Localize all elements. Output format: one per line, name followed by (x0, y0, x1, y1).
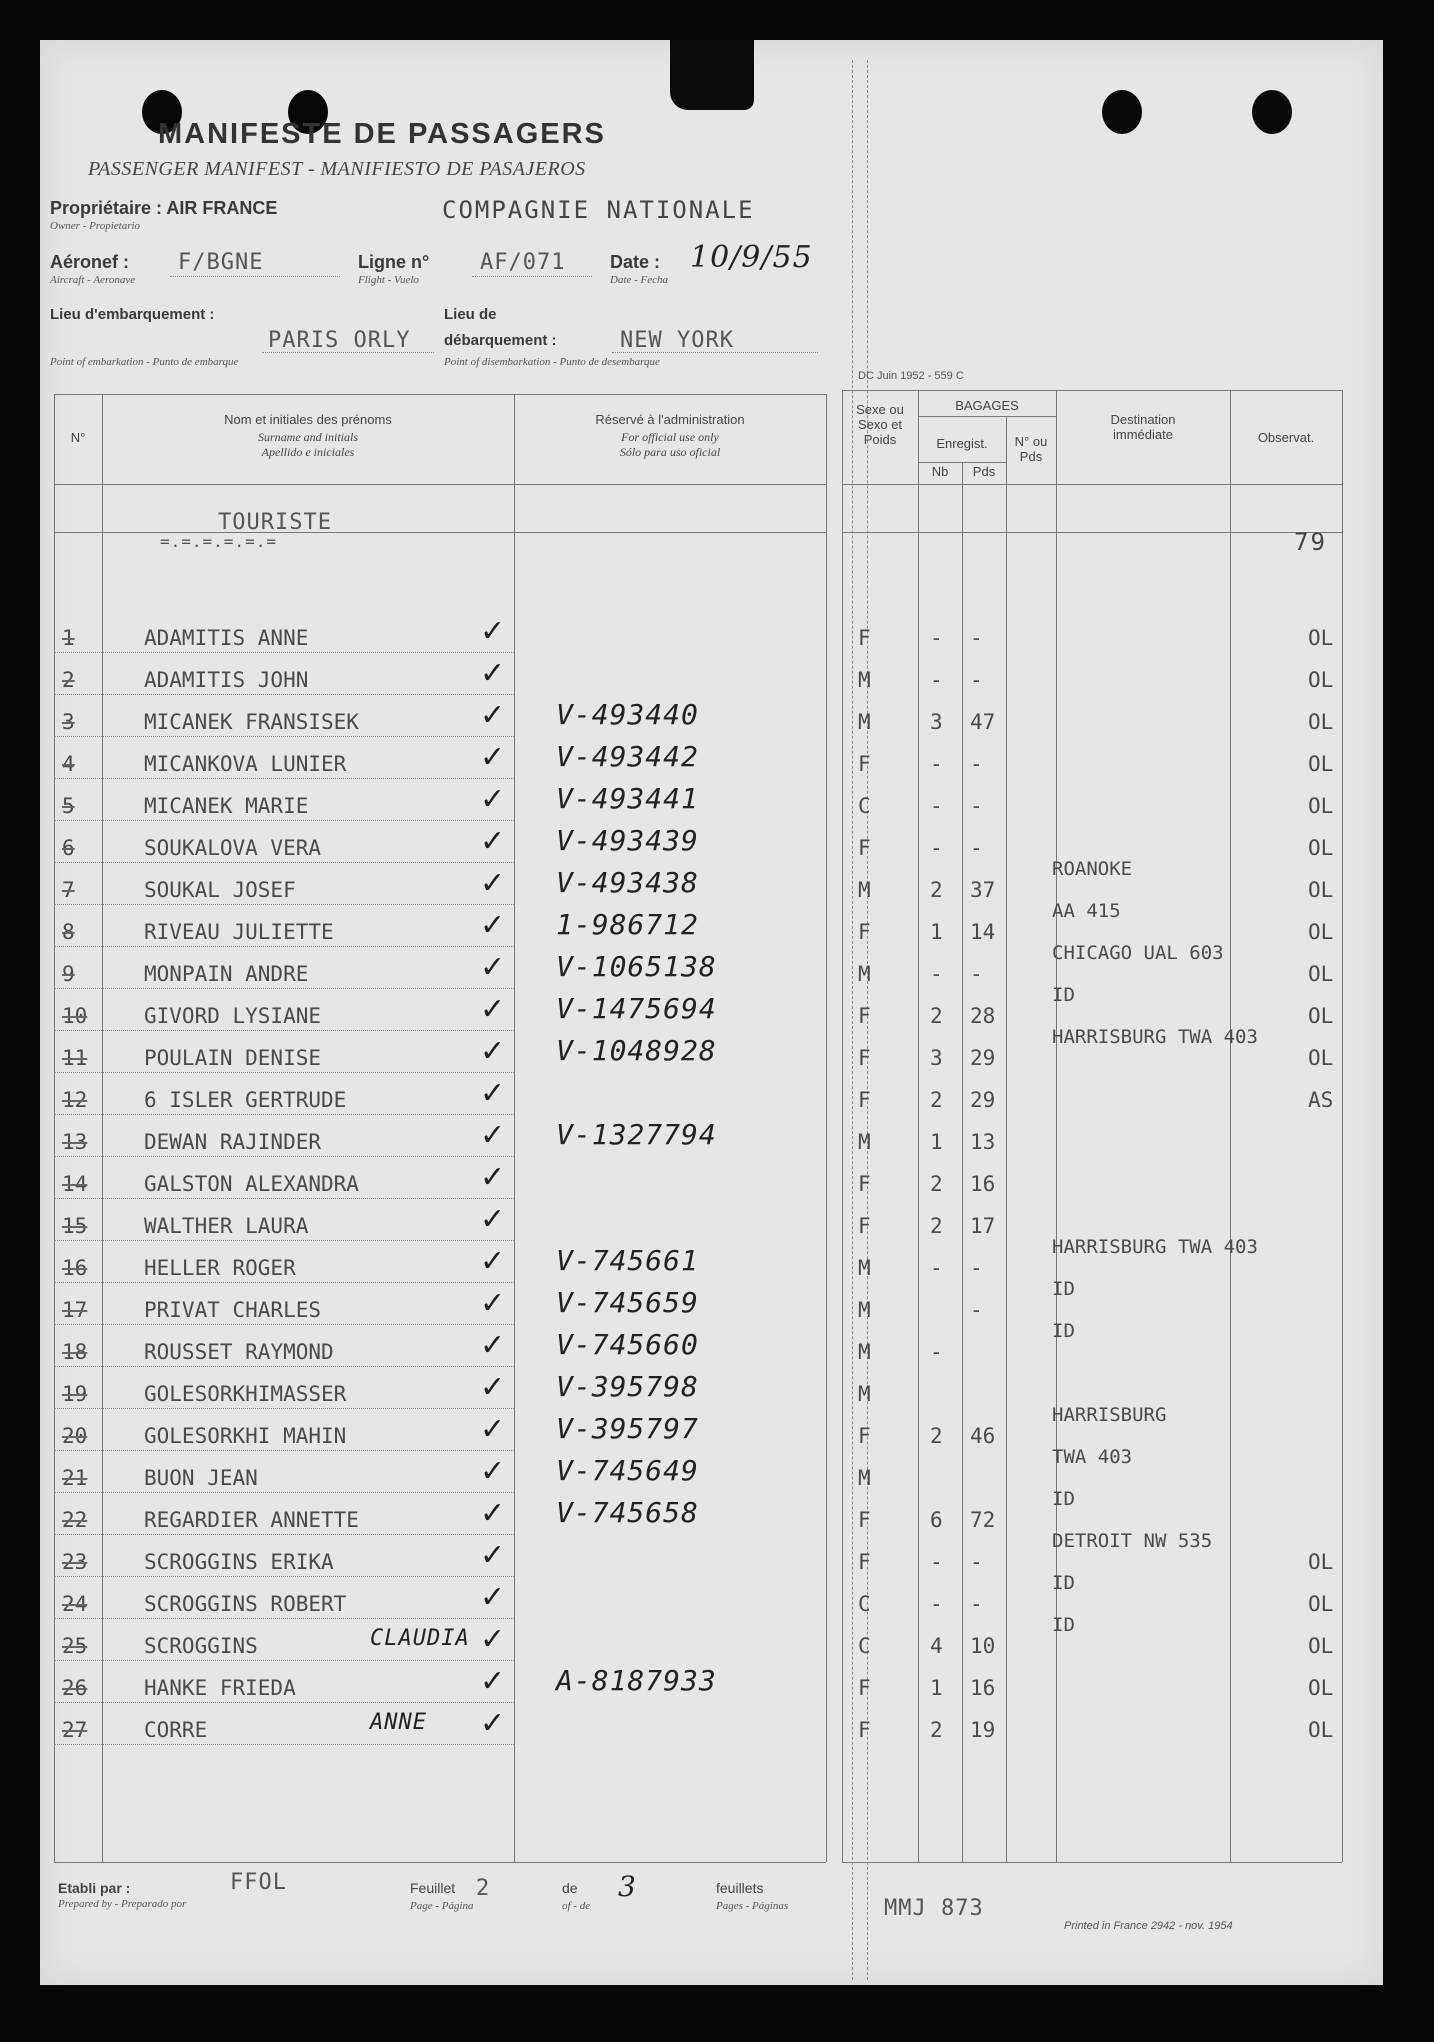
section-underline: =.=.=.=.=.= (160, 532, 277, 551)
checkmark-icon: ✓ (480, 1286, 506, 1321)
col-baggage: BAGAGES (955, 398, 1019, 413)
sex-code: F (858, 1172, 871, 1196)
row-number: 22 (62, 1508, 88, 1532)
col-name: Nom et initiales des prénoms (224, 412, 392, 427)
baggage-weight: 14 (970, 920, 996, 944)
row-number: 1 (62, 626, 75, 650)
checkmark-icon: ✓ (480, 866, 506, 901)
sex-code: F (858, 1676, 871, 1700)
visa-number: V-745649 (556, 1454, 699, 1487)
destination: TWA 403 (1052, 1446, 1133, 1468)
checkmark-icon: ✓ (480, 614, 506, 649)
passenger-name: PRIVAT CHARLES (144, 1298, 322, 1322)
sex-code: M (858, 668, 871, 692)
date-value: 10/9/55 (690, 240, 813, 275)
passenger-name: GOLESORKHIMASSER (144, 1382, 347, 1406)
baggage-count: 2 (930, 1088, 943, 1112)
baggage-weight: - (970, 668, 983, 692)
passenger-name: ROUSSET RAYMOND (144, 1340, 334, 1364)
sex-code: F (858, 752, 871, 776)
destination: ID (1052, 1278, 1075, 1300)
passenger-name: DEWAN RAJINDER (144, 1130, 322, 1154)
baggage-weight: 19 (970, 1718, 996, 1742)
visa-number: V-493441 (556, 782, 699, 815)
col-admin-sub1: For official use only (621, 430, 719, 444)
baggage-count: - (930, 836, 943, 860)
passenger-name: MICANKOVA LUNIER (144, 752, 347, 776)
checkmark-icon: ✓ (480, 1664, 506, 1699)
row-line (54, 1324, 514, 1325)
row-line (54, 820, 514, 821)
line-sub: Flight - Vuelo (358, 274, 419, 286)
destination: ID (1052, 1488, 1075, 1510)
row-line (54, 736, 514, 737)
passenger-name: HELLER ROGER (144, 1256, 296, 1280)
visa-number: V-395798 (556, 1370, 699, 1403)
row-number: 27 (62, 1718, 88, 1742)
owner-sub: Owner - Propietario (50, 220, 141, 232)
sex-code: F (858, 626, 871, 650)
row-line (54, 1114, 514, 1115)
row-number: 26 (62, 1676, 88, 1700)
baggage-count: 1 (930, 1130, 943, 1154)
prepared-sub: Prepared by - Preparado por (58, 1898, 187, 1910)
row-number: 16 (62, 1256, 88, 1280)
baggage-weight: 37 (970, 878, 996, 902)
col-admin: Réservé à l'administration (595, 412, 745, 427)
baggage-weight: 46 (970, 1424, 996, 1448)
row-number: 15 (62, 1214, 88, 1238)
observation: OL (1308, 1004, 1334, 1028)
checkmark-icon: ✓ (480, 1076, 506, 1111)
prepared-value: FFOL (230, 1870, 287, 1895)
observation: AS (1308, 1088, 1334, 1112)
line-value: AF/071 (480, 250, 566, 275)
row-number: 17 (62, 1298, 88, 1322)
baggage-count: - (930, 626, 943, 650)
checkmark-icon: ✓ (480, 1034, 506, 1069)
aircraft-value: F/BGNE (178, 250, 264, 275)
passenger-name: GIVORD LYSIANE (144, 1004, 322, 1028)
baggage-count: 2 (930, 1424, 943, 1448)
visa-number: V-493438 (556, 866, 699, 899)
passenger-name: SOUKALOVA VERA (144, 836, 322, 860)
row-number: 24 (62, 1592, 88, 1616)
destination: ID (1052, 1572, 1075, 1594)
sex-code: M (858, 1340, 871, 1364)
checkmark-icon: ✓ (480, 1118, 506, 1153)
baggage-count: - (930, 1592, 943, 1616)
passenger-name: ADAMITIS ANNE (144, 626, 309, 650)
checkmark-icon: ✓ (480, 1412, 506, 1447)
row-line (54, 652, 514, 653)
visa-number: V-1475694 (556, 992, 717, 1025)
row-line (54, 1156, 514, 1157)
embark-label: Lieu d'embarquement : (50, 306, 215, 323)
sex-code: F (858, 1424, 871, 1448)
baggage-count: - (930, 962, 943, 986)
baggage-count: - (930, 1256, 943, 1280)
row-line (54, 1240, 514, 1241)
sex-code: M (858, 1256, 871, 1280)
of-sub: of - de (562, 1900, 591, 1912)
row-number: 11 (62, 1046, 88, 1070)
observation: OL (1308, 1676, 1334, 1700)
row-number: 21 (62, 1466, 88, 1490)
baggage-count: 2 (930, 878, 943, 902)
baggage-weight: - (970, 1592, 983, 1616)
baggage-weight: 10 (970, 1634, 996, 1658)
row-line (54, 1030, 514, 1031)
baggage-count: 2 (930, 1718, 943, 1742)
row-line (54, 1198, 514, 1199)
baggage-weight: - (970, 962, 983, 986)
baggage-weight: - (970, 626, 983, 650)
baggage-weight: - (970, 836, 983, 860)
visa-number: V-1048928 (556, 1034, 717, 1067)
baggage-count: 1 (930, 920, 943, 944)
checkmark-icon: ✓ (480, 782, 506, 817)
row-line (54, 904, 514, 905)
sex-code: C (858, 794, 871, 818)
aircraft-label: Aéronef : (50, 252, 130, 272)
sheet-label: Feuillet (410, 1880, 456, 1896)
baggage-weight: 16 (970, 1172, 996, 1196)
checkmark-icon: ✓ (480, 1370, 506, 1405)
row-number: 8 (62, 920, 75, 944)
visa-number: V-1327794 (556, 1118, 717, 1151)
sex-code: F (858, 920, 871, 944)
destination: ID (1052, 1320, 1075, 1342)
sex-code: F (858, 1004, 871, 1028)
destination: CHICAGO UAL 603 (1052, 942, 1224, 964)
sex-code: F (858, 1046, 871, 1070)
visa-number: V-745661 (556, 1244, 699, 1277)
visa-number: V-1065138 (556, 950, 717, 983)
passenger-name: ADAMITIS JOHN (144, 668, 309, 692)
sheet-sub: Page - Página (410, 1900, 474, 1912)
baggage-weight: - (970, 752, 983, 776)
baggage-count: 3 (930, 1046, 943, 1070)
row-number: 19 (62, 1382, 88, 1406)
observation: OL (1308, 920, 1334, 944)
baggage-count: 2 (930, 1172, 943, 1196)
embark-value: PARIS ORLY (268, 328, 411, 353)
col-observ: Observat. (1257, 430, 1315, 445)
col-registered: Enregist. (936, 436, 988, 451)
baggage-weight: 29 (970, 1046, 996, 1070)
row-line (54, 862, 514, 863)
passenger-name-handwritten: ANNE (370, 1710, 427, 1735)
baggage-count: 6 (930, 1508, 943, 1532)
row-line (54, 1408, 514, 1409)
visa-number: A-8187933 (556, 1664, 717, 1697)
sex-code: F (858, 836, 871, 860)
observation: OL (1308, 878, 1334, 902)
passenger-name: MONPAIN ANDRE (144, 962, 309, 986)
sex-code: M (858, 1382, 871, 1406)
row-line (54, 1744, 514, 1745)
sex-code: M (858, 1298, 871, 1322)
sheets-label: feuillets (716, 1880, 764, 1896)
pages-sub: Pages - Páginas (716, 1900, 789, 1912)
sex-code: M (858, 1466, 871, 1490)
col-sex: Sexe ou Sexo et Poids (856, 402, 904, 447)
baggage-weight: 17 (970, 1214, 996, 1238)
row-number: 6 (62, 836, 75, 860)
baggage-count: 3 (930, 710, 943, 734)
col-destination: Destination immédiate (1110, 412, 1176, 442)
of-value: 3 (618, 1870, 637, 1903)
manifest-sheet (40, 40, 1383, 1985)
passenger-name-handwritten: CLAUDIA (370, 1626, 470, 1651)
observation: OL (1308, 668, 1334, 692)
visa-number: V-745660 (556, 1328, 699, 1361)
passenger-name: GOLESORKHI MAHIN (144, 1424, 347, 1448)
sex-code: F (858, 1214, 871, 1238)
passenger-name: SCROGGINS (144, 1634, 258, 1658)
destination: DETROIT NW 535 (1052, 1530, 1213, 1552)
destination: HARRISBURG (1052, 1404, 1167, 1426)
baggage-count: 1 (930, 1676, 943, 1700)
sex-code: F (858, 1508, 871, 1532)
col-pds: Pds (972, 464, 996, 479)
checkmark-icon: ✓ (480, 1622, 506, 1657)
visa-number: V-395797 (556, 1412, 699, 1445)
visa-number: V-493440 (556, 698, 699, 731)
baggage-count: 2 (930, 1214, 943, 1238)
row-number: 3 (62, 710, 75, 734)
passenger-name: 6 ISLER GERTRUDE (144, 1088, 347, 1112)
visa-number: V-493442 (556, 740, 699, 773)
destination: ID (1052, 1614, 1075, 1636)
destination: HARRISBURG TWA 403 (1052, 1026, 1258, 1048)
line-label: Ligne n° (358, 252, 430, 272)
section-count: 79 (1294, 528, 1327, 556)
tape-mark (670, 40, 754, 110)
observation: OL (1308, 626, 1334, 650)
row-line (54, 988, 514, 989)
checkmark-icon: ✓ (480, 950, 506, 985)
sex-code: C (858, 1634, 871, 1658)
baggage-weight: 29 (970, 1088, 996, 1112)
row-line (54, 1072, 514, 1073)
form-code: DC Juin 1952 - 559 C (858, 370, 964, 382)
baggage-count: - (930, 668, 943, 692)
disembark-label: Lieu de débarquement : (444, 306, 557, 349)
visa-number: V-745658 (556, 1496, 699, 1529)
row-number: 7 (62, 878, 75, 902)
checkmark-icon: ✓ (480, 1538, 506, 1573)
col-name-sub2: Apellido e iniciales (261, 445, 355, 459)
baggage-count: 2 (930, 1004, 943, 1028)
checkmark-icon: ✓ (480, 1706, 506, 1741)
baggage-weight: - (970, 1256, 983, 1280)
observation: OL (1308, 1550, 1334, 1574)
col-nb: Nb (931, 464, 949, 479)
baggage-weight: 47 (970, 710, 996, 734)
date-sub: Date - Fecha (610, 274, 669, 286)
passenger-name: WALTHER LAURA (144, 1214, 309, 1238)
sex-code: M (858, 1130, 871, 1154)
owner-value: COMPAGNIE NATIONALE (442, 196, 755, 224)
observation: OL (1308, 1634, 1334, 1658)
checkmark-icon: ✓ (480, 1202, 506, 1237)
row-line (54, 1450, 514, 1451)
baggage-weight: - (970, 1550, 983, 1574)
baggage-count: - (930, 752, 943, 776)
row-number: 10 (62, 1004, 88, 1028)
sex-code: M (858, 710, 871, 734)
observation: OL (1308, 1592, 1334, 1616)
row-line (54, 1576, 514, 1577)
passenger-name: SCROGGINS ROBERT (144, 1592, 347, 1616)
section-label: TOURISTE (218, 510, 332, 535)
passenger-name: MICANEK MARIE (144, 794, 309, 818)
printed-note: Printed in France 2942 - nov. 1954 (1064, 1920, 1233, 1932)
row-number: 18 (62, 1340, 88, 1364)
destination: ROANOKE (1052, 858, 1133, 880)
baggage-weight: 16 (970, 1676, 996, 1700)
passenger-name: RIVEAU JULIETTE (144, 920, 334, 944)
baggage-count: 4 (930, 1634, 943, 1658)
destination: ID (1052, 984, 1075, 1006)
disembark-sub: Point of disembarkation - Punto de desembarque (444, 356, 660, 368)
row-number: 12 (62, 1088, 88, 1112)
passenger-name: CORRE (144, 1718, 208, 1742)
passenger-name: SCROGGINS ERIKA (144, 1550, 334, 1574)
observation: OL (1308, 962, 1334, 986)
sex-code: M (858, 878, 871, 902)
baggage-weight: 72 (970, 1508, 996, 1532)
row-line (54, 1702, 514, 1703)
passenger-name: SOUKAL JOSEF (144, 878, 296, 902)
page-subtitle: PASSENGER MANIFEST - MANIFIESTO DE PASAJEROS (88, 158, 586, 180)
col-hand: N° ou Pds (1014, 434, 1048, 464)
row-line (54, 1660, 514, 1661)
baggage-count: - (930, 1340, 943, 1364)
checkmark-icon: ✓ (480, 1496, 506, 1531)
of-label: de (562, 1880, 578, 1896)
punch-hole (1102, 90, 1142, 134)
checkmark-icon: ✓ (480, 1160, 506, 1195)
row-number: 5 (62, 794, 75, 818)
passenger-name: MICANEK FRANSISEK (144, 710, 359, 734)
baggage-weight: - (970, 794, 983, 818)
row-line (54, 1618, 514, 1619)
observation: OL (1308, 836, 1334, 860)
row-line (54, 1282, 514, 1283)
row-line (54, 1492, 514, 1493)
row-line (54, 1366, 514, 1367)
embark-sub: Point of embarkation - Punto de embarque (50, 356, 239, 368)
checkmark-icon: ✓ (480, 1454, 506, 1489)
observation: OL (1308, 1046, 1334, 1070)
checkmark-icon: ✓ (480, 698, 506, 733)
checkmark-icon: ✓ (480, 656, 506, 691)
baggage-weight: 28 (970, 1004, 996, 1028)
visa-number: V-493439 (556, 824, 699, 857)
date-label: Date : (610, 252, 661, 272)
row-number: 14 (62, 1172, 88, 1196)
observation: OL (1308, 1718, 1334, 1742)
sex-code: F (858, 1550, 871, 1574)
col-no: N° (70, 430, 86, 445)
sex-code: M (858, 962, 871, 986)
checkmark-icon: ✓ (480, 740, 506, 775)
row-number: 13 (62, 1130, 88, 1154)
row-number: 23 (62, 1550, 88, 1574)
disembark-value: NEW YORK (620, 328, 734, 353)
visa-number: V-745659 (556, 1286, 699, 1319)
checkmark-icon: ✓ (480, 992, 506, 1027)
registration-code: MMJ 873 (884, 1896, 984, 1921)
passenger-name: REGARDIER ANNETTE (144, 1508, 359, 1532)
page-title: MANIFESTE DE PASSAGERS (158, 118, 606, 150)
baggage-count: - (930, 1550, 943, 1574)
visa-number: 1-986712 (556, 908, 699, 941)
observation: OL (1308, 752, 1334, 776)
row-line (54, 694, 514, 695)
observation: OL (1308, 794, 1334, 818)
sex-code: F (858, 1088, 871, 1112)
baggage-weight: - (970, 1298, 983, 1322)
baggage-count: - (930, 794, 943, 818)
row-number: 20 (62, 1424, 88, 1448)
row-number: 9 (62, 962, 75, 986)
passenger-name: GALSTON ALEXANDRA (144, 1172, 359, 1196)
aircraft-sub: Aircraft - Aeronave (50, 274, 136, 286)
row-line (54, 778, 514, 779)
punch-hole (1252, 90, 1292, 134)
passenger-name: BUON JEAN (144, 1466, 258, 1490)
col-name-sub1: Surname and initials (257, 430, 358, 444)
sheet-value: 2 (476, 1876, 491, 1901)
destination: HARRISBURG TWA 403 (1052, 1236, 1258, 1258)
row-line (54, 946, 514, 947)
checkmark-icon: ✓ (480, 1244, 506, 1279)
checkmark-icon: ✓ (480, 1328, 506, 1363)
row-number: 4 (62, 752, 75, 776)
prepared-label: Etabli par : (58, 1880, 131, 1896)
checkmark-icon: ✓ (480, 1580, 506, 1615)
col-admin-sub2: Sólo para uso oficial (619, 445, 721, 459)
checkmark-icon: ✓ (480, 908, 506, 943)
passenger-name: HANKE FRIEDA (144, 1676, 296, 1700)
row-line (54, 1534, 514, 1535)
owner-label: Propriétaire : AIR FRANCE (50, 198, 278, 218)
baggage-weight: 13 (970, 1130, 996, 1154)
row-number: 25 (62, 1634, 88, 1658)
checkmark-icon: ✓ (480, 824, 506, 859)
row-number: 2 (62, 668, 75, 692)
sex-code: F (858, 1718, 871, 1742)
passenger-name: POULAIN DENISE (144, 1046, 322, 1070)
sex-code: C (858, 1592, 871, 1616)
destination: AA 415 (1052, 900, 1121, 922)
observation: OL (1308, 710, 1334, 734)
